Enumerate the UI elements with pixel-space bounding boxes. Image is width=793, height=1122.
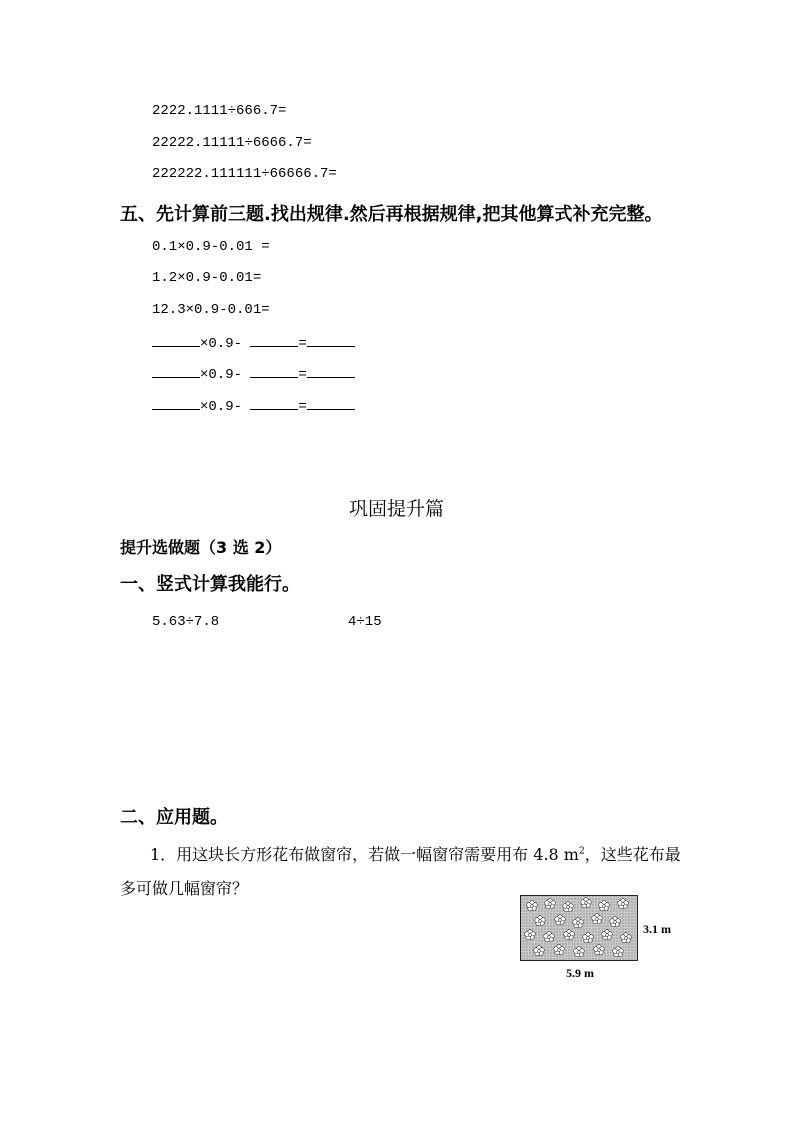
section-5-heading: 五、先计算前三题.找出规律.然后再根据规律,把其他算式补充完整。 xyxy=(120,204,663,225)
question-1-line-1 xyxy=(150,842,681,865)
page-title: 巩固提升篇 xyxy=(348,498,444,520)
blank-field[interactable] xyxy=(250,334,298,347)
question-1-text: 1．用这块长方形花布做窗帘，若做一幅窗帘需要用布 4.8 m xyxy=(150,845,579,864)
blank-field[interactable] xyxy=(307,334,355,347)
fill-equals: = xyxy=(298,399,307,415)
pattern-equation-3: 12.3×0.9-0.01= xyxy=(152,302,270,318)
blank-field[interactable] xyxy=(307,397,355,410)
flower-cloth-figure xyxy=(520,895,638,961)
section-1-heading: 一、竖式计算我能行。 xyxy=(120,574,300,595)
blank-field[interactable] xyxy=(152,397,200,410)
fill-operator: ×0.9- xyxy=(200,399,243,415)
question-1-text-end: ，这些花布最 xyxy=(584,845,681,864)
blank-field[interactable] xyxy=(250,397,298,410)
fill-in-row-3 xyxy=(152,397,355,415)
flower-cloth-image xyxy=(520,895,638,961)
fill-equals: = xyxy=(298,367,307,383)
fill-operator: ×0.9- xyxy=(200,336,243,352)
subtitle: 提升选做题（3 选 2） xyxy=(120,538,282,557)
blank-field[interactable] xyxy=(152,365,200,378)
problem-a: 5.63÷7.8 xyxy=(152,614,220,630)
section-2-heading: 二、应用题。 xyxy=(120,807,228,828)
blank-field[interactable] xyxy=(307,365,355,378)
question-1-line-2: 多可做几幅窗帘？ xyxy=(120,879,249,898)
height-label: 3.1 m xyxy=(643,922,671,936)
problem-b: 4÷15 xyxy=(348,614,382,630)
fill-in-row-2 xyxy=(152,365,355,383)
width-label: 5.9 m xyxy=(566,966,594,980)
pattern-equation-1: 0.1×0.9-0.01 = xyxy=(152,239,270,255)
equation-line-2: 22222.11111÷6666.7= xyxy=(152,135,312,151)
equation-line-1: 2222.1111÷666.7= xyxy=(152,103,287,119)
equation-line-3: 222222.111111÷66666.7= xyxy=(152,166,337,182)
unit-superscript: 2 xyxy=(578,846,585,857)
blank-field[interactable] xyxy=(152,334,200,347)
blank-field[interactable] xyxy=(250,365,298,378)
fill-operator: ×0.9- xyxy=(200,367,243,383)
pattern-equation-2: 1.2×0.9-0.01= xyxy=(152,270,262,286)
fill-in-row-1 xyxy=(152,334,355,352)
fill-equals: = xyxy=(298,336,307,352)
